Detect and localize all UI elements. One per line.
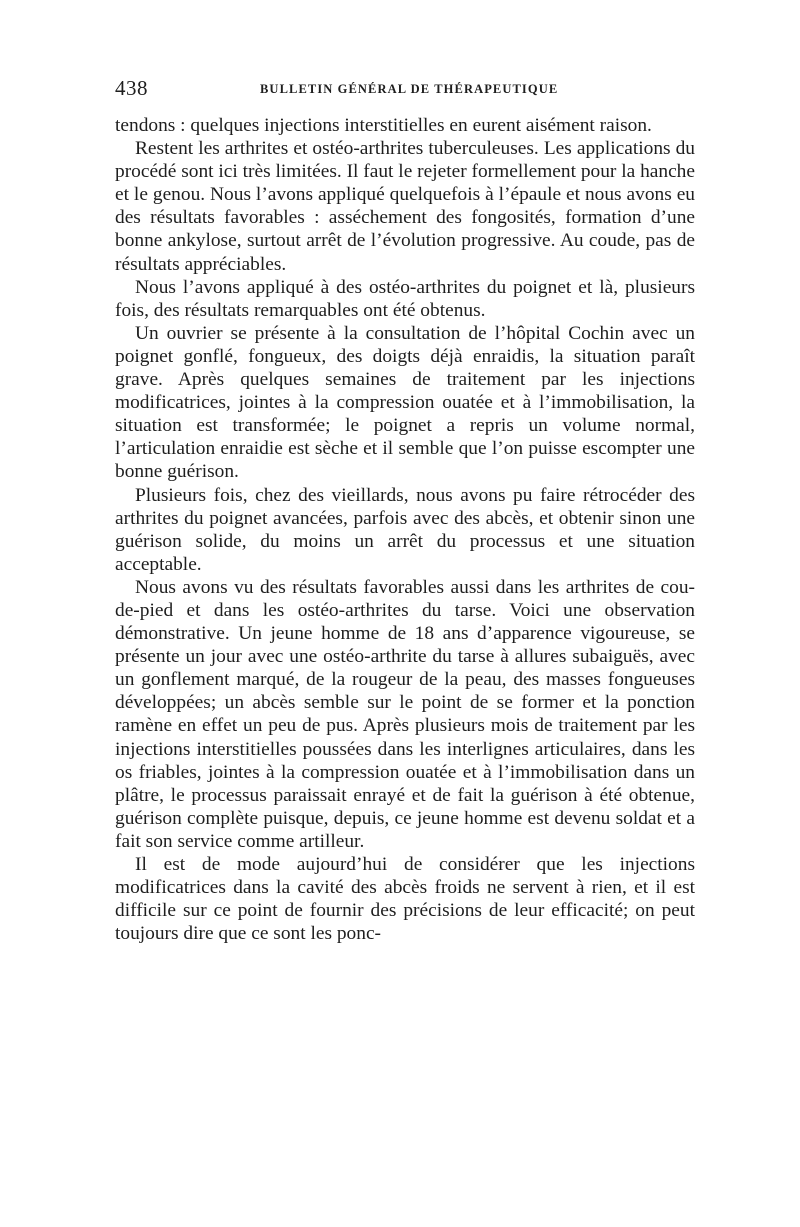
running-title: BULLETIN GÉNÉRAL DE THÉRAPEUTIQUE xyxy=(260,82,559,96)
page-header xyxy=(115,76,695,104)
paragraph: Restent les arthrites et ostéo-arthrites tuberculeuses. Les applications du procédé sont ici très limitées. Il faut le rejeter formellement pour la hanche et le genou. Nous l’avons appliqué quelquefois à l’épaule et nous avons eu des résultats favorables : asséchement des fongosités, formation d’une bonne ankylose, surtout arrêt de l’évolution progressive. Au coude, pas de résultats appréciables. xyxy=(115,138,695,275)
paragraph: Nous avons vu des résultats favorables aussi dans les arthrites de cou-de-pied et dans les ostéo-arthrites du tarse. Voici une observation démonstrative. Un jeune homme de 18 ans d’apparence vigoureuse, se présente un jour avec une ostéo-arthrite du tarse à allures subaiguës, avec un gonflement marqué, de la rougeur de la peau, des masses fongueuses développées; un abcès semble sur le point de se former et la ponction ramène en effet un peu de pus. Après plusieurs mois de traitement par les injections interstitielles poussées dans les interlignes articulaires, dans les os friables, jointes à la compression ouatée et à l’immobilisation dans un plâtre, le processus paraissait enrayé et de fait la guérison à été obtenue, guérison complète puisque, depuis, ce jeune homme est devenu soldat et a fait son service comme artilleur. xyxy=(115,576,695,852)
page-number: 438 xyxy=(115,76,148,100)
book-page xyxy=(115,76,695,945)
body-text xyxy=(115,114,695,945)
paragraph: Il est de mode aujourd’hui de considérer que les injections modificatrices dans la cavité des abcès froids ne servent à rien, et il est difficile sur ce point de fournir des précisions de leur efficacité; on peut toujours dire que ce sont les ponc- xyxy=(115,854,695,945)
paragraph: Un ouvrier se présente à la consultation de l’hôpital Cochin avec un poignet gonflé, fongueux, des doigts déjà enraidis, la situation paraît grave. Après quelques semaines de traitement par les injections modificatrices, jointes à la compression ouatée et à l’immobilisation, la situation est transformée; le poignet a repris un volume normal, l’articulation enraidie est sèche et il semble que l’on puisse escompter une bonne guérison. xyxy=(115,322,695,483)
paragraph: Plusieurs fois, chez des vieillards, nous avons pu faire rétrocéder des arthrites du poignet avancées, parfois avec des abcès, et obtenir sinon une guérison solide, du moins un arrêt du processus et une situation acceptable. xyxy=(115,484,695,575)
paragraph-continuation: tendons : quelques injections interstitielles en eurent aisément raison. xyxy=(115,115,652,136)
paragraph: Nous l’avons appliqué à des ostéo-arthrites du poignet et là, plusieurs fois, des résultats remarquables ont été obtenus. xyxy=(115,276,695,321)
